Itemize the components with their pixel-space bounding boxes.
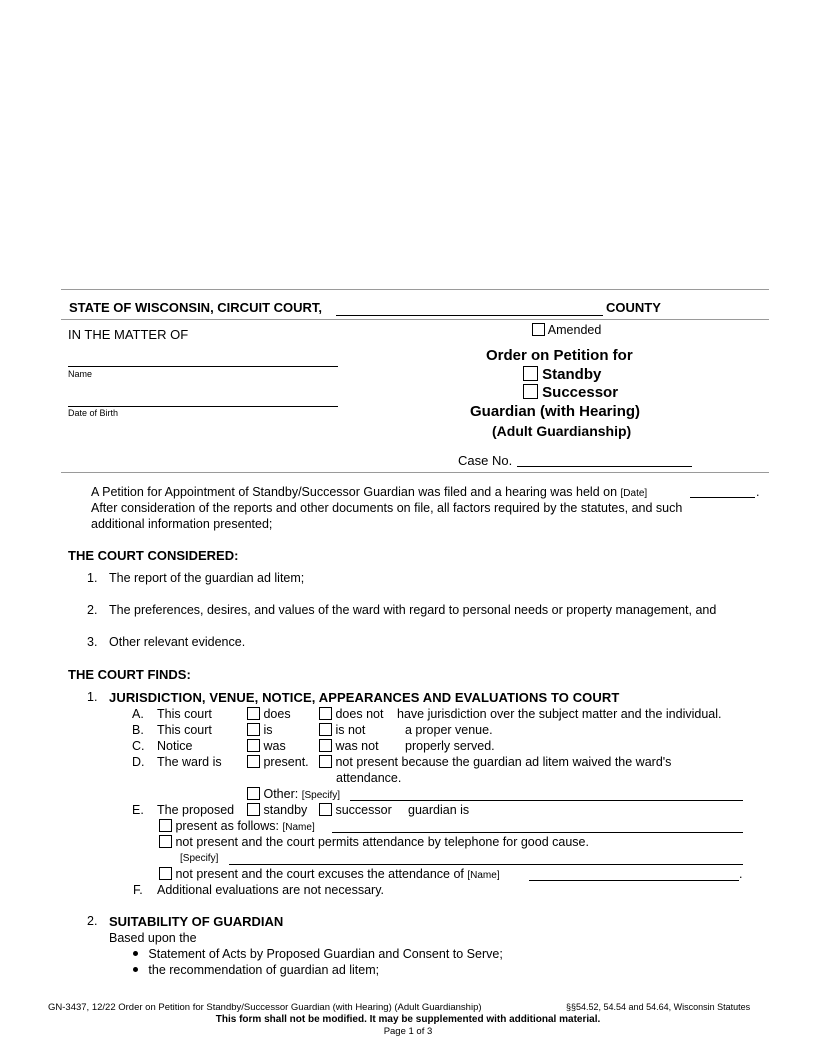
bullet-icon bbox=[133, 951, 138, 956]
proposed-standby-label: standby bbox=[263, 803, 308, 817]
guardian-excused-checkbox[interactable] bbox=[159, 867, 172, 880]
section2-title: SUITABILITY OF GUARDIAN bbox=[109, 914, 284, 929]
item-e-letter: E. bbox=[132, 803, 144, 817]
standby-checkbox[interactable] bbox=[523, 366, 538, 381]
item-e-label: The proposed bbox=[157, 803, 235, 817]
considered-item-num: 2. bbox=[87, 603, 98, 617]
venue-is-not-label: is not bbox=[335, 723, 366, 737]
item-b-label: This court bbox=[157, 723, 212, 737]
ward-other-label: Other: bbox=[263, 787, 299, 801]
guardian-excused-name-label: [Name] bbox=[467, 870, 500, 881]
finds-heading: THE COURT FINDS: bbox=[68, 667, 191, 682]
item-a-tail: have jurisdiction over the subject matter and the individual. bbox=[397, 707, 722, 721]
section2-num: 2. bbox=[87, 914, 98, 928]
item-a-letter: A. bbox=[132, 707, 144, 721]
section2-based: Based upon the bbox=[109, 931, 197, 945]
footer-statutes: §§54.52, 54.54 and 54.64, Wisconsin Statutes bbox=[566, 1002, 751, 1012]
item-d-letter: D. bbox=[132, 755, 145, 769]
considered-heading: THE COURT CONSIDERED: bbox=[68, 548, 239, 563]
guardian-present-checkbox[interactable] bbox=[159, 819, 172, 832]
intro-line2: After consideration of the reports and other documents on file, all factors required by the statutes, and such bbox=[91, 501, 683, 515]
date-label: [Date] bbox=[620, 488, 648, 499]
state-court-label: STATE OF WISCONSIN, CIRCUIT COURT, bbox=[69, 300, 323, 315]
ward-not-present-cont: attendance. bbox=[336, 771, 402, 785]
standby-label: Standby bbox=[542, 366, 602, 383]
ward-present-checkbox[interactable] bbox=[247, 755, 260, 768]
case-no-label: Case No. bbox=[458, 453, 513, 468]
considered-item-num: 1. bbox=[87, 571, 98, 585]
dob-label: Date of Birth bbox=[68, 408, 119, 418]
form-title-line1: Order on Petition for bbox=[486, 347, 633, 364]
section1-num: 1. bbox=[87, 690, 98, 704]
item-f-text: Additional evaluations are not necessary. bbox=[157, 883, 384, 897]
amended-checkbox[interactable] bbox=[532, 323, 545, 336]
guardian-present-label: present as follows: bbox=[175, 819, 280, 833]
header-rule bbox=[61, 319, 769, 320]
successor-checkbox[interactable] bbox=[523, 384, 538, 399]
item-c-tail: properly served. bbox=[405, 739, 495, 753]
item-f-letter: F. bbox=[133, 883, 143, 897]
venue-is-label: is bbox=[263, 723, 273, 737]
guardian-telephone-label: not present and the court permits attendance by telephone for good cause. bbox=[175, 835, 589, 849]
county-name-field[interactable] bbox=[336, 315, 603, 316]
in-matter-label: IN THE MATTER OF bbox=[68, 327, 189, 342]
ward-other-checkbox[interactable] bbox=[247, 787, 260, 800]
section2-bullet: the recommendation of guardian ad litem; bbox=[148, 963, 380, 977]
notice-was-not-label: was not bbox=[335, 739, 379, 753]
notice-was-label: was bbox=[263, 739, 286, 753]
guardian-telephone-checkbox[interactable] bbox=[159, 835, 172, 848]
guardian-present-name-label: [Name] bbox=[282, 822, 315, 833]
proposed-successor-checkbox[interactable] bbox=[319, 803, 332, 816]
name-label: Name bbox=[68, 369, 93, 379]
venue-is-not-checkbox[interactable] bbox=[319, 723, 332, 736]
considered-item: Other relevant evidence. bbox=[109, 635, 246, 649]
successor-label: Successor bbox=[542, 384, 619, 401]
proposed-standby-checkbox[interactable] bbox=[247, 803, 260, 816]
guardian-excused-label: not present and the court excuses the attendance of bbox=[175, 867, 464, 881]
ward-other-field[interactable] bbox=[350, 800, 743, 801]
footer-form-id: GN-3437, 12/22 Order on Petition for Standby/Successor Guardian (with Hearing) (Adult Guardianship) bbox=[48, 1002, 482, 1013]
ward-not-present-label: not present because the guardian ad litem waived the ward's bbox=[335, 755, 672, 769]
intro-line1: A Petition for Appointment of Standby/Successor Guardian was filed and a hearing was held on bbox=[91, 485, 618, 499]
section1-title: JURISDICTION, VENUE, NOTICE, APPEARANCES AND EVALUATIONS TO COURT bbox=[109, 690, 620, 705]
notice-was-checkbox[interactable] bbox=[247, 739, 260, 752]
venue-is-checkbox[interactable] bbox=[247, 723, 260, 736]
considered-item: The preferences, desires, and values of the ward with regard to personal needs or property management, and bbox=[109, 603, 717, 617]
form-title-line2: Guardian (with Hearing) bbox=[470, 403, 641, 420]
footer-page-number: Page 1 of 3 bbox=[383, 1026, 433, 1037]
section2-bullet: Statement of Acts by Proposed Guardian and Consent to Serve; bbox=[148, 947, 503, 961]
telephone-specify-label: [Specify] bbox=[180, 853, 219, 864]
item-d-label: The ward is bbox=[157, 755, 222, 769]
guardian-present-name-field[interactable] bbox=[332, 832, 743, 833]
dob-field[interactable] bbox=[68, 406, 338, 407]
item-a-label: This court bbox=[157, 707, 212, 721]
bullet-icon bbox=[133, 967, 138, 972]
hearing-date-field[interactable] bbox=[690, 497, 755, 498]
item-b-tail: a proper venue. bbox=[405, 723, 493, 737]
ward-present-label: present. bbox=[263, 755, 309, 769]
top-rule bbox=[61, 289, 769, 290]
ward-other-specify: [Specify] bbox=[301, 790, 341, 801]
amended-label: Amended bbox=[547, 323, 602, 337]
item-c-label: Notice bbox=[157, 739, 193, 753]
considered-item: The report of the guardian ad litem; bbox=[109, 571, 305, 585]
item-c-letter: C. bbox=[132, 739, 145, 753]
considered-item-num: 3. bbox=[87, 635, 98, 649]
intro-line3: additional information presented; bbox=[91, 517, 273, 531]
footer-notice: This form shall not be modified. It may be supplemented with additional material. bbox=[215, 1014, 601, 1025]
case-no-field[interactable] bbox=[517, 466, 692, 467]
jurisdiction-does-checkbox[interactable] bbox=[247, 707, 260, 720]
guardian-excused-name-field[interactable] bbox=[529, 880, 739, 881]
form-title-line3: (Adult Guardianship) bbox=[492, 423, 632, 439]
county-label: COUNTY bbox=[606, 300, 661, 315]
jurisdiction-does-label: does bbox=[263, 707, 291, 721]
proposed-successor-label: successor bbox=[335, 803, 392, 817]
jurisdiction-does-not-label: does not bbox=[335, 707, 384, 721]
item-e-tail: guardian is bbox=[408, 803, 470, 817]
telephone-specify-field[interactable] bbox=[229, 864, 743, 865]
header-bottom-rule bbox=[61, 472, 769, 473]
jurisdiction-does-not-checkbox[interactable] bbox=[319, 707, 332, 720]
name-field[interactable] bbox=[68, 366, 338, 367]
item-b-letter: B. bbox=[132, 723, 144, 737]
ward-not-present-checkbox[interactable] bbox=[319, 755, 332, 768]
notice-was-not-checkbox[interactable] bbox=[319, 739, 332, 752]
